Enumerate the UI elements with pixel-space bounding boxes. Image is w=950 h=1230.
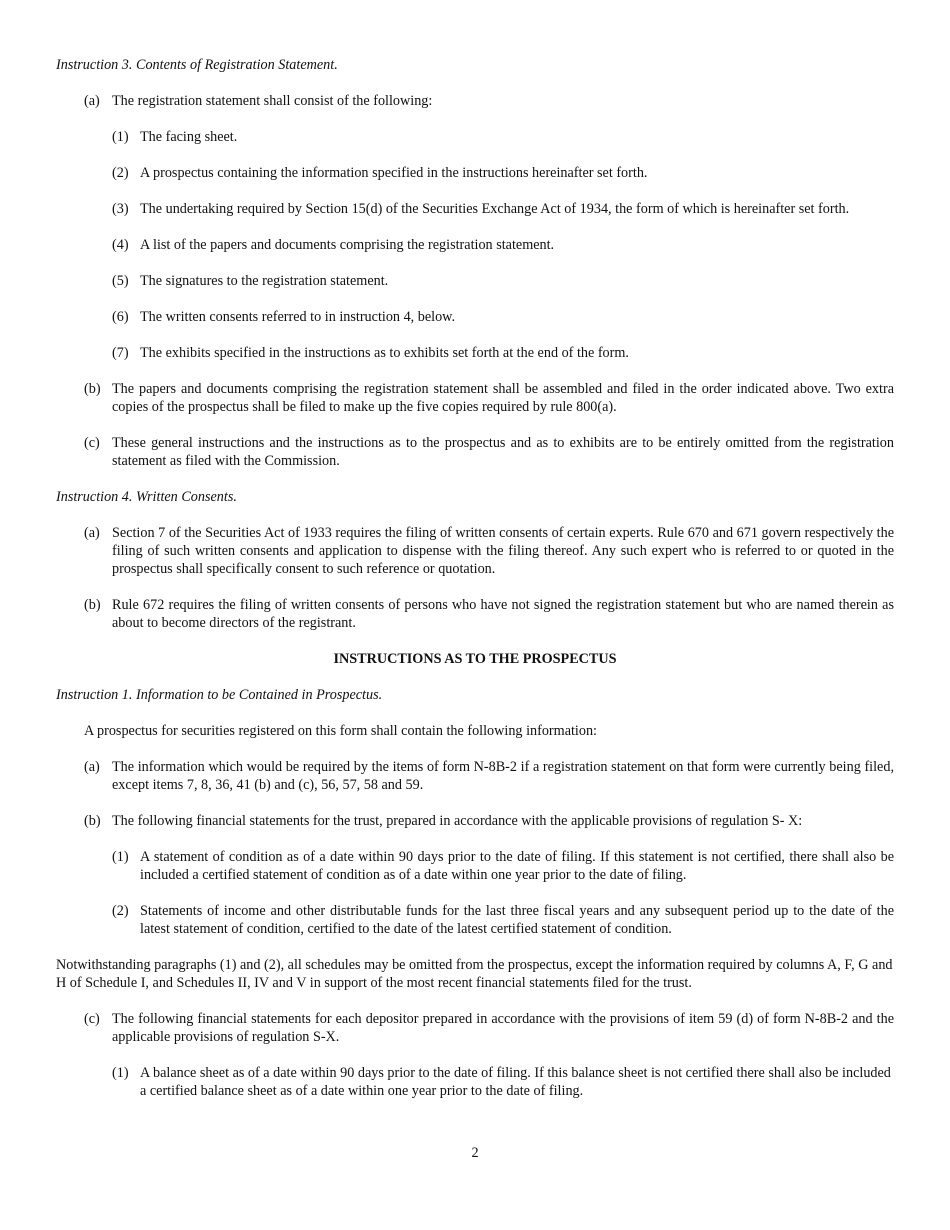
item-text: Section 7 of the Securities Act of 1933 requires the filing of written consents of certain experts. Rule 670 and 671 govern respectively the filing of such written consents and application to dispense with the filing thereof. Any such expert who is referred to or quoted in the prospectus shall specifically consent to such reference or quotation. [112,525,894,577]
list-item [56,236,894,254]
list-item [56,272,894,290]
item-label: (b) [84,597,101,613]
list-item [56,812,894,830]
list-item [56,380,894,416]
item-text: The following financial statements for the trust, prepared in accordance with the applicable provisions of regulation S- X: [112,813,803,829]
item-text: The facing sheet. [140,129,238,145]
list-item [56,344,894,362]
item-text: The written consents referred to in instruction 4, below. [140,309,456,325]
item-label: (1) [112,849,129,865]
list-item [56,200,894,218]
notwithstanding-paragraph: Notwithstanding paragraphs (1) and (2), all schedules may be omitted from the prospectus, except the information required by columns A, F, G and H of Schedule I, and Schedules II, IV and V in support of the most recent financial statements filed for the trust. [56,957,893,991]
item-text: The following financial statements for each depositor prepared in accordance with the provisions of item 59 (d) of form N-8B-2 and the applicable provisions of regulation S-X. [112,1011,894,1045]
list-item [56,308,894,326]
instruction-3-heading: Instruction 3. Contents of Registration Statement. [56,57,338,73]
item-text: A list of the papers and documents comprising the registration statement. [140,237,555,253]
item-text: The papers and documents comprising the registration statement shall be assembled and filed in the order indicated above. Two extra copies of the prospectus shall be filed to make up the five copies required by rule 800(a). [112,381,894,415]
item-text: Statements of income and other distributable funds for the last three fiscal years and any subsequent period up to the date of the latest statement of condition, certified to the date of the latest certified statement of condition. [140,903,894,937]
item-label: (2) [112,165,129,181]
document-page [56,56,894,1118]
prospectus-section-heading: INSTRUCTIONS AS TO THE PROSPECTUS [333,651,617,667]
item-label: (c) [84,435,100,451]
item-text: Rule 672 requires the filing of written consents of persons who have not signed the registration statement but who are named therein as about to become directors of the registrant. [112,597,894,631]
page-number: 2 [471,1145,479,1161]
item-text: A statement of condition as of a date within 90 days prior to the date of filing. If this statement is not certified, there shall also be included a certified statement of condition as of a date within one year prior to the date of filing. [140,849,894,883]
list-item [56,848,894,884]
item-label: (3) [112,201,129,217]
item-label: (6) [112,309,129,325]
prospectus-instruction-1-heading: Instruction 1. Information to be Contained in Prospectus. [56,687,383,703]
item-label: (b) [84,813,101,829]
item-label: (a) [84,93,100,109]
list-item [56,758,894,794]
item-label: (2) [112,903,129,919]
item-text: The registration statement shall consist of the following: [112,93,433,109]
instruction-4-heading: Instruction 4. Written Consents. [56,489,237,505]
item-text: The exhibits specified in the instructions as to exhibits set forth at the end of the form. [140,345,629,361]
list-item [56,128,894,146]
item-label: (b) [84,381,101,397]
item-label: (a) [84,525,100,541]
list-item [56,1064,894,1100]
item-text: The information which would be required by the items of form N-8B-2 if a registration statement on that form were currently being filed, except items 7, 8, 36, 41 (b) and (c), 56, 57, 58 and 59. [112,759,894,793]
list-item [56,164,894,182]
list-item [56,524,894,578]
list-item [56,902,894,938]
item-label: (7) [112,345,129,361]
list-item [56,1010,894,1046]
item-text: A prospectus containing the information specified in the instructions hereinafter set forth. [140,165,648,181]
item-label: (a) [84,759,100,775]
item-label: (4) [112,237,129,253]
prospectus-intro: A prospectus for securities registered on this form shall contain the following information: [84,723,598,739]
item-text: These general instructions and the instructions as to the prospectus and as to exhibits are to be entirely omitted from the registration statement as filed with the Commission. [112,435,894,469]
item-label: (5) [112,273,129,289]
item-text: The undertaking required by Section 15(d) of the Securities Exchange Act of 1934, the form of which is hereinafter set forth. [140,201,850,217]
list-item [56,92,894,110]
list-item [56,434,894,470]
item-label: (1) [112,129,129,145]
item-label: (1) [112,1065,129,1081]
item-label: (c) [84,1011,100,1027]
item-text: The signatures to the registration statement. [140,273,389,289]
item-text: A balance sheet as of a date within 90 days prior to the date of filing. If this balance sheet is not certified there shall also be included a certified balance sheet as of a date within one year prior to the date of filing. [140,1065,891,1099]
list-item [56,596,894,632]
